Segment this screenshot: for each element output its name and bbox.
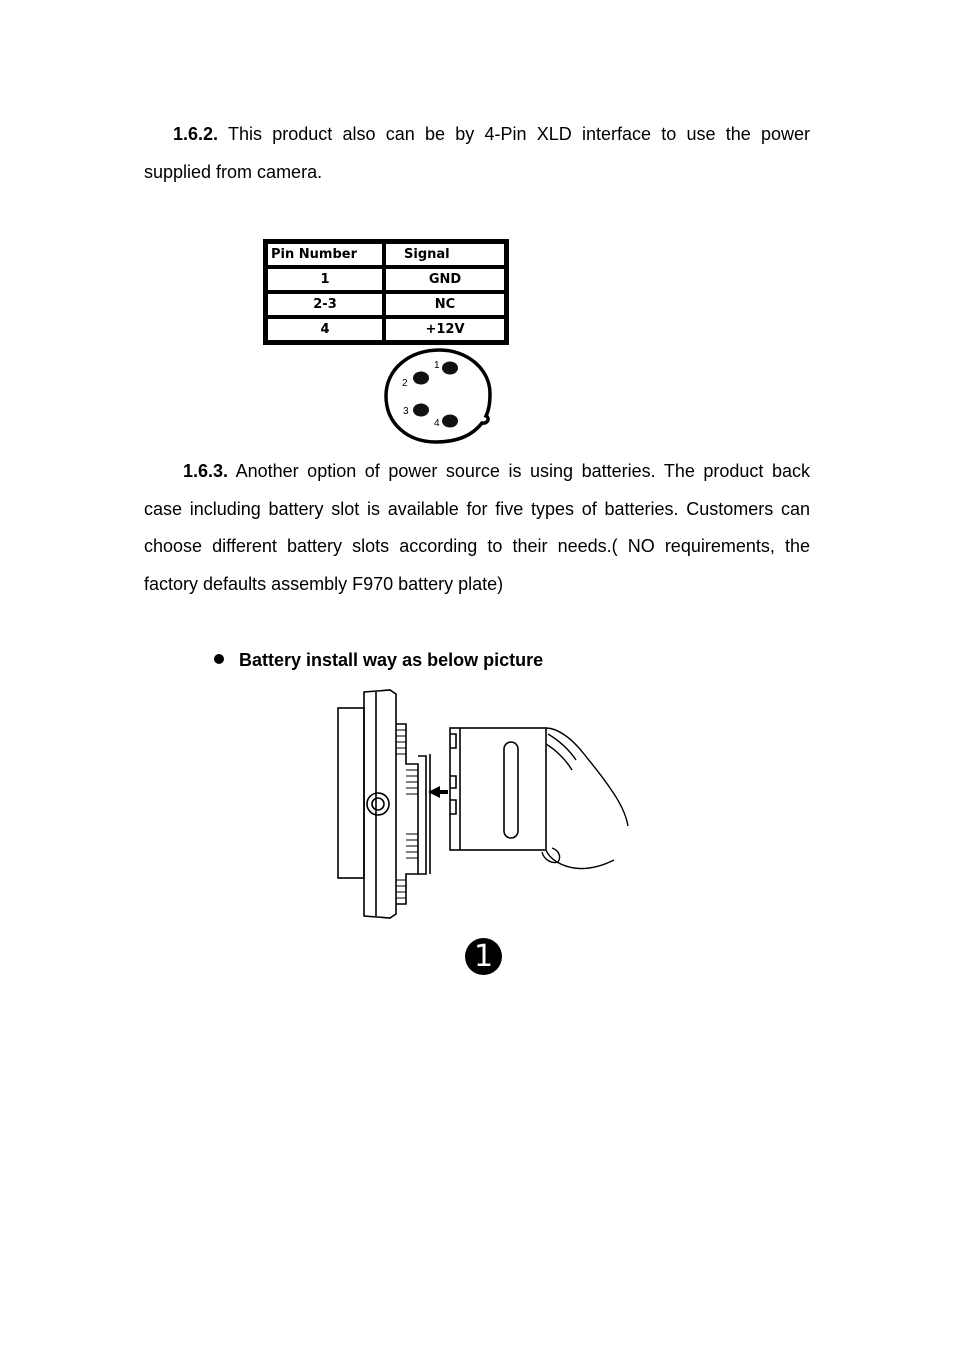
- section-number: 1.6.3.: [183, 461, 229, 481]
- step-number-badge: 1: [465, 938, 502, 975]
- signal-cell: GND: [384, 267, 506, 292]
- pin-label-4: 4: [434, 418, 440, 429]
- pin-label-1: 1: [434, 360, 440, 371]
- pin-assignment-table: [263, 239, 509, 345]
- table-header-row: [266, 242, 506, 267]
- bullet-item: [214, 648, 543, 672]
- signal-cell: NC: [384, 292, 506, 317]
- battery-pack: [450, 728, 546, 850]
- pin-number-cell: 2-3: [266, 292, 384, 317]
- table-row: [266, 267, 506, 292]
- pin-label-2: 2: [402, 378, 408, 389]
- monitor-side-view: [338, 690, 430, 918]
- pin-hole-3: [413, 404, 429, 417]
- pin-number-cell: 1: [266, 267, 384, 292]
- column-header-pin-number: Pin Number: [266, 242, 384, 267]
- column-header-signal: Signal: [384, 242, 506, 267]
- section-1-6-3-paragraph: [144, 453, 810, 603]
- table-row: [266, 292, 506, 317]
- hand-drawing: [542, 728, 628, 869]
- pin-label-3: 3: [403, 406, 409, 417]
- pin-hole-1: [442, 362, 458, 375]
- section-1-6-2-paragraph: [144, 116, 810, 191]
- xlr-connector-diagram: [378, 348, 498, 448]
- section-text: Another option of power source is using batteries. The product back case including battery slot is available for five types of batteries. Customers can choose different battery slots according to their needs.( NO requirements, the factory defaults assembly F970 battery plate): [144, 461, 810, 594]
- signal-cell: +12V: [384, 317, 506, 342]
- pin-number-cell: 4: [266, 317, 384, 342]
- battery-install-illustration: [330, 684, 635, 924]
- bullet-text: Battery install way as below picture: [239, 650, 544, 670]
- insert-arrow-icon: [428, 786, 448, 798]
- pin-hole-4: [442, 415, 458, 428]
- monitor-grip-ridges: [396, 730, 418, 898]
- bullet-dot-icon: [214, 654, 224, 664]
- pin-hole-2: [413, 372, 429, 385]
- table-row: [266, 317, 506, 342]
- section-text: This product also can be by 4-Pin XLD interface to use the power supplied from camera.: [144, 124, 810, 182]
- section-number: 1.6.2.: [173, 124, 219, 144]
